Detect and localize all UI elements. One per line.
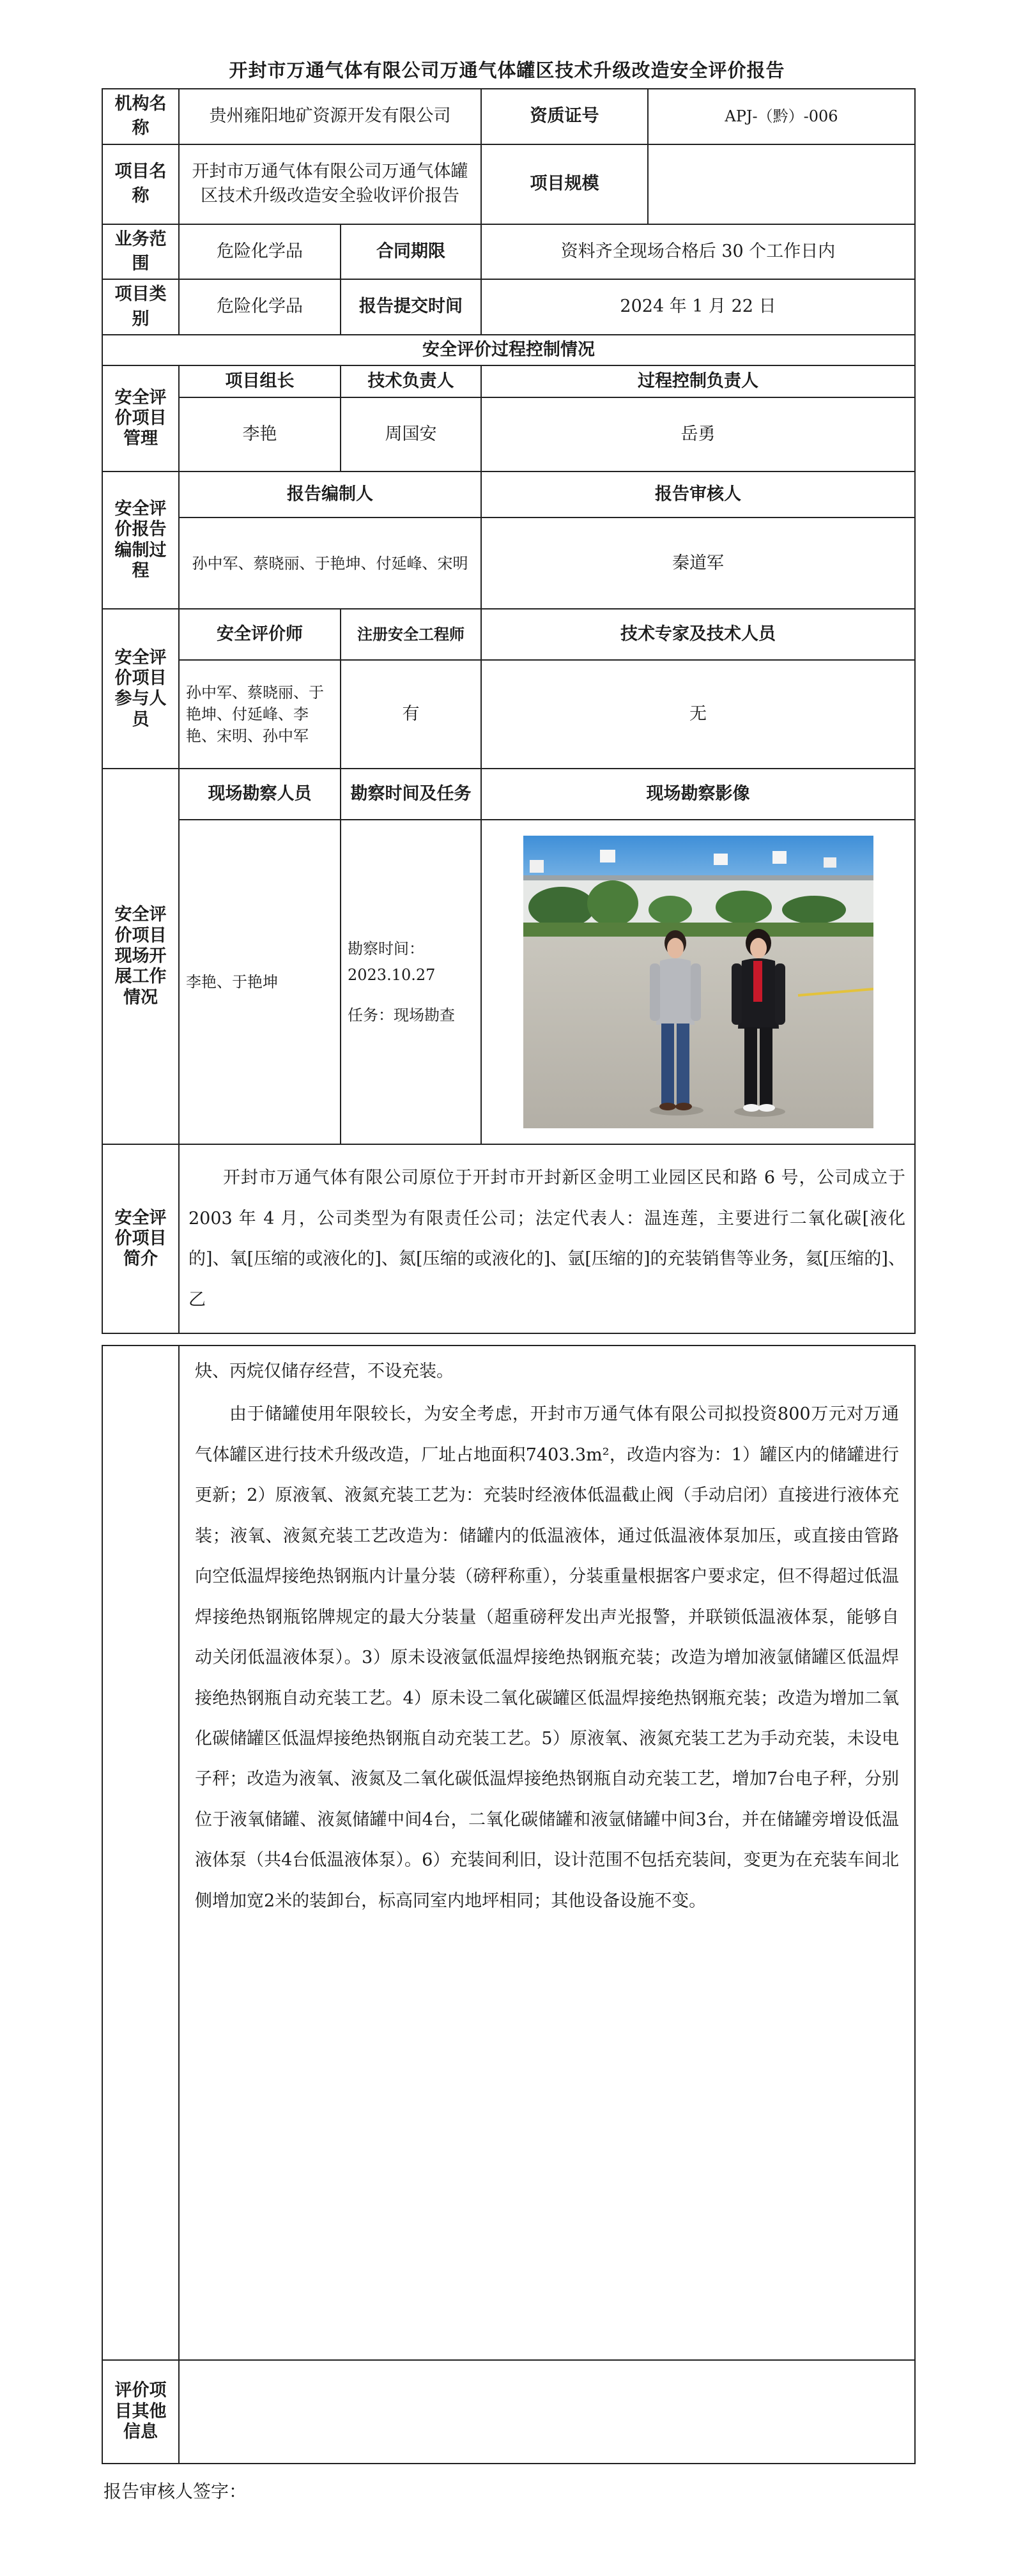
process-value: 岳勇 <box>481 397 915 471</box>
leader-value: 李艳 <box>179 397 341 471</box>
page-title: 开封市万通气体有限公司万通气体罐区技术升级改造安全评价报告 <box>229 59 785 81</box>
summary-paragraph-2: 由于储罐使用年限较长，为安全考虑，开封市万通气体有限公司拟投资800万元对万通气体罐区进行技术升级改造，厂址占地面积7403.3m²，改造内容为：1）罐区内的储罐进行更新；2）原液氧、液氮充装工艺为：充装时经液体低温截止阀（手动启闭）直接进行液体充装；液氧、液氮充装工艺改造为：储罐内的低温液体，通过低温液体泵加压，或直接由管路向空低温焊接绝热钢瓶内计量分装（磅秤称重），分装重量根据客户要求定，但不得超过低温焊接绝热钢瓶铭牌规定的最大分装量（超重磅秤发出声光报警，并联锁低温液体泵，能够自动关闭低温液体泵）。3）原未设液氩低温焊接绝热钢瓶充装；改造为增加液氩储罐区低温焊接绝热钢瓶自动充装工艺。4）原未设二氧化碳罐区低温焊接绝热钢瓶充装；改造为增加二氧化碳储罐区低温焊接绝热钢瓶自动充装工艺。5）原液氧、液氮充装工艺为手动充装，未设电子秤；改造为液氧、液氮及二氧化碳低温焊接绝热钢瓶自动充装工艺，增加7台电子秤，分别位于液氧储罐、液氮储罐中间4台，二氧化碳储罐和液氩储罐中间3台，并在储罐旁增设低温液体泵（共4台低温液体泵）。6）充装间利旧，设计范围不包括充装间，变更为在充装车间北侧增加宽2米的装卸台，标高同室内地坪相同；其他设备设施不变。 <box>195 1404 899 1911</box>
project-name-label: 项目名称 <box>102 144 179 224</box>
survey-task: 任务：现场勘查 <box>348 1006 455 1024</box>
engineer-value: 有 <box>341 660 481 769</box>
submit-time-label: 报告提交时间 <box>341 279 481 335</box>
compilation-label: 安全评价报告编制过程 <box>102 471 179 609</box>
participants-label: 安全评价项目参与人员 <box>102 609 179 769</box>
reviewer-value: 秦道军 <box>481 518 915 609</box>
summary-paragraph-1: 开封市万通气体有限公司原位于开封市开封新区金明工业园区民和路 6 号，公司成立于 2003 年 4 月，公司类型为有限责任公司；法定代表人：温连莲，主要进行二氧化碳[液化的]、氧[压缩的或液化的]、氮[压缩的或液化的]、氩[压缩的]的充装销售等业务，氦[压缩的]、乙 <box>179 1144 915 1333</box>
survey-people-col-header: 现场勘察人员 <box>179 769 341 820</box>
author-col-header: 报告编制人 <box>179 471 481 518</box>
cert-label: 资质证号 <box>481 89 648 144</box>
business-value: 危险化学品 <box>179 224 341 280</box>
survey-image-col-header: 现场勘察影像 <box>481 769 915 820</box>
project-name-value: 开封市万通气体有限公司万通气体罐区技术升级改造安全验收评价报告 <box>179 144 481 224</box>
evaluator-value: 孙中军、蔡晓丽、于艳坤、付延峰、李艳、宋明、孙中军 <box>179 660 341 769</box>
other-info-label: 评价项目其他信息 <box>102 2360 179 2464</box>
evaluation-info-table <box>102 88 916 1334</box>
process-col-header: 过程控制负责人 <box>481 365 915 397</box>
management-label: 安全评价项目管理 <box>102 365 179 471</box>
author-value: 孙中军、蔡晓丽、于艳坤、付延峰、宋明 <box>179 518 481 609</box>
reviewer-signature-label: 报告审核人签字： <box>104 2481 247 2502</box>
survey-label: 安全评价项目现场开展工作情况 <box>102 769 179 1144</box>
survey-people-value: 李艳、于艳坤 <box>179 820 341 1144</box>
survey-time-value: 2023.10.27 <box>348 965 436 984</box>
engineer-col-header: 注册安全工程师 <box>341 609 481 660</box>
other-info-value <box>179 2360 915 2464</box>
experts-col-header: 技术专家及技术人员 <box>481 609 915 660</box>
tech-col-header: 技术负责人 <box>341 365 481 397</box>
cert-value: APJ-（黔）-006 <box>648 89 915 144</box>
project-scale-label: 项目规模 <box>481 144 648 224</box>
reviewer-col-header: 报告审核人 <box>481 471 915 518</box>
contract-value: 资料齐全现场合格后 30 个工作日内 <box>481 224 915 280</box>
project-scale-value <box>648 144 915 224</box>
evaluation-info-table-continued <box>102 1345 916 2464</box>
summary-label-continued <box>102 1346 179 2360</box>
project-type-label: 项目类别 <box>102 279 179 335</box>
org-value: 贵州雍阳地矿资源开发有限公司 <box>179 89 481 144</box>
tech-value: 周国安 <box>341 397 481 471</box>
survey-time-col-header: 勘察时间及任务 <box>341 769 481 820</box>
survey-photo-cell <box>481 820 915 1144</box>
project-type-value: 危险化学品 <box>179 279 341 335</box>
summary-paragraph-1-cont: 炔、丙烷仅储存经营，不设充装。 <box>195 1361 454 1381</box>
site-survey-photo <box>523 836 873 1128</box>
submit-time-value: 2024 年 1 月 22 日 <box>481 279 915 335</box>
leader-col-header: 项目组长 <box>179 365 341 397</box>
survey-time-cell <box>341 820 481 1144</box>
experts-value: 无 <box>481 660 915 769</box>
survey-time-label: 勘察时间： <box>348 940 424 958</box>
contract-label: 合同期限 <box>341 224 481 280</box>
business-label: 业务范围 <box>102 224 179 280</box>
summary-continued-cell <box>179 1346 915 2360</box>
process-control-header: 安全评价过程控制情况 <box>102 335 915 365</box>
org-label: 机构名称 <box>102 89 179 144</box>
evaluator-col-header: 安全评价师 <box>179 609 341 660</box>
summary-label: 安全评价项目简介 <box>102 1144 179 1333</box>
